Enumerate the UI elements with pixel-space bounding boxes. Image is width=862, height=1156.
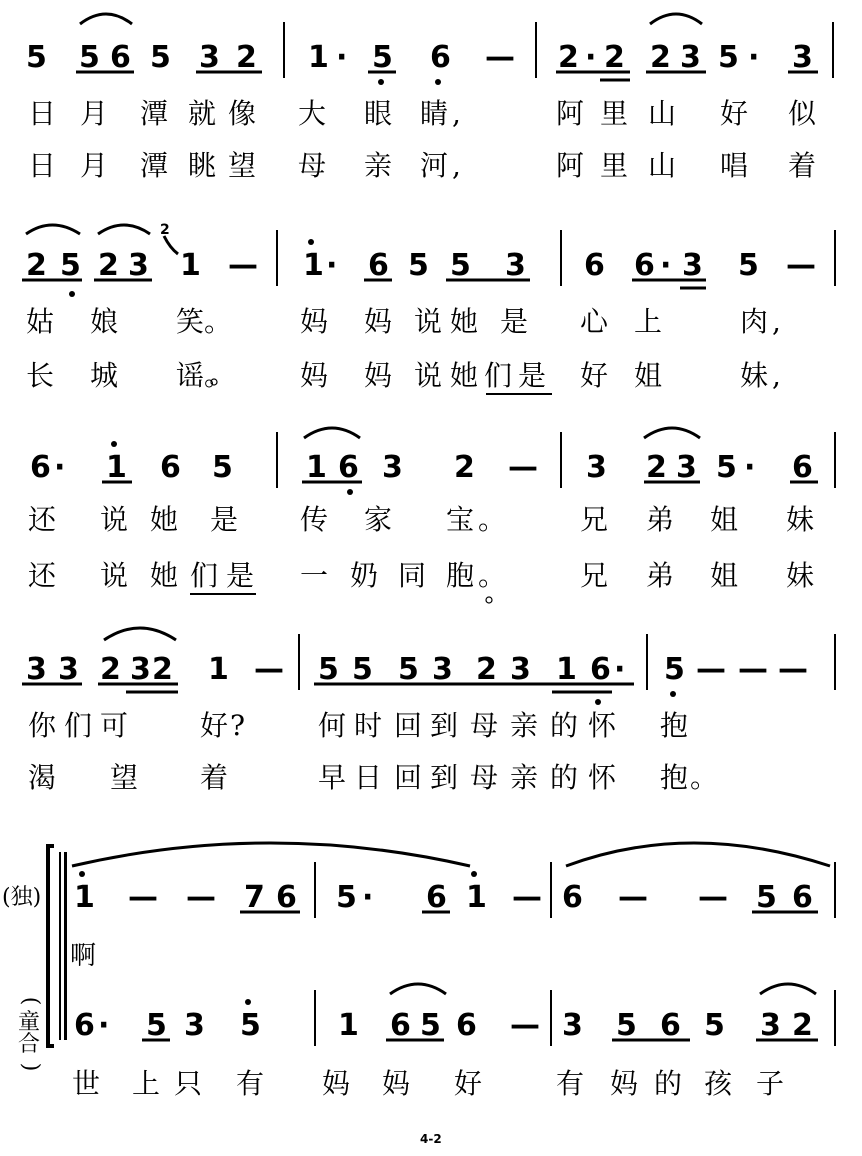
note: 5 [704, 1008, 725, 1043]
note: 2 [604, 40, 625, 75]
lyric: 回 [394, 709, 423, 742]
note: 6 [426, 880, 447, 915]
note: 6 [590, 652, 611, 687]
note: 2 [792, 1008, 813, 1043]
lyric: ? [230, 709, 246, 742]
note: 5 [60, 248, 81, 283]
slur [164, 236, 178, 254]
note: 5 [240, 1008, 261, 1043]
lyric: 说 [100, 503, 129, 536]
dot: · [660, 248, 672, 283]
note: 5 [146, 1008, 167, 1043]
note: 6 [660, 1008, 681, 1043]
note: 2 [650, 40, 671, 75]
note: 2 [100, 652, 121, 687]
slur [80, 14, 132, 24]
note: 3 [432, 652, 453, 687]
dot: · [326, 248, 338, 283]
note: 3 [128, 248, 149, 283]
dash: — [485, 40, 515, 75]
lyric: 山 [648, 97, 677, 130]
note: 3 [562, 1008, 583, 1043]
dot: · [362, 880, 374, 915]
note: 2 [454, 450, 475, 485]
lyric: 日 [354, 761, 383, 794]
lyric: 弟 [646, 503, 675, 536]
lyric: 上 [132, 1067, 161, 1100]
octave-dot [347, 489, 353, 495]
lyric: 胞 [446, 559, 475, 592]
note: 6 [74, 1008, 95, 1043]
lyric: , [772, 305, 781, 338]
lyric: 妈 [300, 305, 329, 338]
lyric: 心 [580, 305, 609, 338]
dash: — [786, 248, 816, 283]
note: 6 [562, 880, 583, 915]
lyric: 说 [414, 359, 443, 392]
lyric: 世 [72, 1067, 101, 1100]
dash: — [128, 880, 158, 915]
lyric: 母 [298, 149, 327, 182]
lyric: 奶 [350, 559, 379, 592]
slur [650, 14, 702, 24]
lyric: 回 [394, 761, 423, 794]
lyric: 笑 [176, 305, 205, 338]
lyric: 同 [398, 559, 427, 592]
lyric: , [452, 97, 461, 130]
lyric: 。 [478, 559, 507, 592]
note: 3 [26, 652, 47, 687]
lyric: 亲 [510, 709, 539, 742]
note: 1 [556, 652, 577, 687]
lyric: 母 [470, 709, 499, 742]
dot: · [54, 450, 66, 485]
note: 6 [390, 1008, 411, 1043]
lyric: 抱 [660, 761, 689, 794]
lyric: 抱 [660, 709, 689, 742]
page-number: 4-2 [420, 1132, 442, 1146]
octave-dot [378, 79, 384, 85]
slur [566, 843, 830, 866]
grace-note: 2 [160, 222, 170, 238]
note: 3 [199, 40, 220, 75]
note: 2 [98, 248, 119, 283]
left-bracket [48, 846, 54, 1046]
lyric: 妈 [364, 305, 393, 338]
dot: · [744, 450, 756, 485]
lyric: 望 [110, 761, 139, 794]
octave-dot [308, 239, 314, 245]
note: 5 [336, 880, 357, 915]
lyric: 妈 [322, 1067, 351, 1100]
lyric: 好 [580, 359, 609, 392]
note: 5 [664, 652, 685, 687]
lyric: 你 [28, 709, 57, 742]
note: 6 [110, 40, 131, 75]
lyric: 似 [788, 97, 817, 130]
note: 5 [398, 652, 419, 687]
note: 5 [716, 450, 737, 485]
lyric: 们 [190, 559, 219, 592]
lyric: 妈 [382, 1067, 411, 1100]
note: 1 [306, 450, 327, 485]
note: 1 [208, 652, 229, 687]
lyric: 妈 [610, 1067, 639, 1100]
lyric: 好 [720, 97, 749, 130]
lyric: 传 [300, 503, 329, 536]
lyric: 姐 [710, 503, 739, 536]
lyric: 着 [200, 761, 229, 794]
note: 6 [160, 450, 181, 485]
lyric: 里 [600, 149, 629, 182]
lyric: 她 [150, 559, 179, 592]
lyric: 家 [364, 503, 393, 536]
note: 6 [634, 248, 655, 283]
lyric: 娘 [90, 305, 119, 338]
note: 3 [505, 248, 526, 283]
note: 3 [510, 652, 531, 687]
lyric: 是 [226, 559, 255, 592]
octave-dot [245, 999, 251, 1005]
note: 1 [303, 248, 324, 283]
octave-dot [79, 871, 85, 877]
note: 5 [318, 652, 339, 687]
note: 1 [74, 880, 95, 915]
lyric: 怀 [588, 761, 617, 794]
note: 5 [718, 40, 739, 75]
dash: — [738, 652, 768, 687]
note: 3 [760, 1008, 781, 1043]
lyric: 唱 [720, 149, 749, 182]
lyric: 。 [478, 503, 507, 536]
lyric: 到 [430, 709, 459, 742]
note: 5 [616, 1008, 637, 1043]
lyric: 潭 [140, 149, 169, 182]
lyric: 妈 [300, 359, 329, 392]
slur [98, 225, 150, 234]
slur [760, 984, 816, 994]
lyric: 兄 [580, 503, 609, 536]
note: 5 [408, 248, 429, 283]
note: 2 [476, 652, 497, 687]
lyric: 姐 [710, 559, 739, 592]
note: 2 [558, 40, 579, 75]
lyric: 妹 [786, 559, 815, 592]
slur [26, 225, 80, 234]
lyric: 妈 [364, 359, 393, 392]
dash: — [186, 880, 216, 915]
octave-dot [471, 871, 477, 877]
lyric: 说 [414, 305, 443, 338]
note: 7 [244, 880, 265, 915]
chorus-label: ( 童 合 ) [18, 996, 43, 1072]
note: 5 [26, 40, 47, 75]
slur [644, 428, 700, 438]
note: 3 [130, 652, 151, 687]
note: 1 [308, 40, 329, 75]
lyric: 还 [28, 559, 57, 592]
lyric: 怀 [588, 709, 617, 742]
slur [304, 428, 360, 438]
dash: — [510, 1008, 540, 1043]
lyric: 眼 [364, 97, 393, 130]
lyric: 是 [210, 503, 239, 536]
lyric: 上 [634, 305, 663, 338]
note: 5 [372, 40, 393, 75]
lyric: 大 [298, 97, 327, 130]
lyric: 妹 [786, 503, 815, 536]
note: 5 [420, 1008, 441, 1043]
note: 2 [26, 248, 47, 283]
note: 6 [430, 40, 451, 75]
lyric: 就 [188, 97, 217, 130]
lyric: 们 [64, 709, 93, 742]
lyric: 好 [454, 1067, 483, 1100]
note: 3 [682, 248, 703, 283]
lyric: 的 [550, 709, 579, 742]
note: 2 [236, 40, 257, 75]
lyric: 有 [556, 1067, 585, 1100]
note: 5 [756, 880, 777, 915]
lyric: 阿 [556, 97, 585, 130]
lyric: 一 [300, 559, 329, 592]
lyric: 渴 [28, 761, 57, 794]
dash: — [512, 880, 542, 915]
lyric: 山 [648, 149, 677, 182]
note: 1 [180, 248, 201, 283]
lyric: 河 [420, 149, 449, 182]
lyric: 。 [204, 305, 233, 338]
note: 6 [584, 248, 605, 283]
slur [72, 843, 470, 866]
dot: · [336, 40, 348, 75]
note: 6 [368, 248, 389, 283]
dash: — [618, 880, 648, 915]
dash: — [254, 652, 284, 687]
lyric: 宝 [446, 503, 475, 536]
lyric: 长 [26, 359, 55, 392]
note: 5 [738, 248, 759, 283]
lyric: 们 [484, 359, 513, 392]
lyric: 时 [354, 709, 383, 742]
octave-dot [111, 441, 117, 447]
note: 3 [676, 450, 697, 485]
lyric: 亲 [364, 149, 393, 182]
note: 5 [352, 652, 373, 687]
lyric: 的 [550, 761, 579, 794]
octave-dot [595, 699, 601, 705]
note: 3 [58, 652, 79, 687]
lyric: 姐 [634, 359, 663, 392]
dash: — [696, 652, 726, 687]
lyric: 母 [470, 761, 499, 794]
lyric: 子 [756, 1067, 785, 1100]
lyric: 的 [654, 1067, 683, 1100]
note: 6 [276, 880, 297, 915]
lyric: 。 [204, 359, 233, 392]
lyric: 只 [174, 1067, 203, 1100]
lyric: , [772, 359, 781, 392]
note: 2 [152, 652, 173, 687]
lyric: 有 [236, 1067, 265, 1100]
period-mark [486, 597, 492, 603]
note: 6 [792, 880, 813, 915]
lyric: 啊 [70, 941, 97, 971]
lyric: 日 [28, 149, 57, 182]
solo-label: (独) [2, 885, 42, 910]
lyric: 潭 [140, 97, 169, 130]
dot: · [748, 40, 760, 75]
lyric: 孩 [704, 1067, 733, 1100]
note: 3 [680, 40, 701, 75]
note: 6 [30, 450, 51, 485]
slur [390, 984, 446, 994]
lyric: 谣 [176, 359, 205, 392]
lyric: 到 [430, 761, 459, 794]
lyric: 妹 [740, 359, 769, 392]
lyric: 她 [150, 503, 179, 536]
lyric: 可 [100, 709, 129, 742]
note: 3 [184, 1008, 205, 1043]
lyric: 。 [690, 761, 719, 794]
note: 1 [338, 1008, 359, 1043]
dash: — [508, 450, 538, 485]
octave-dot [670, 691, 676, 697]
dot: · [585, 40, 597, 75]
dot: · [614, 652, 626, 687]
lyric: 弟 [646, 559, 675, 592]
octave-dot [435, 79, 441, 85]
lyric: 姑 [26, 305, 55, 338]
note: 1 [106, 450, 127, 485]
note: 3 [382, 450, 403, 485]
lyric: 还 [28, 503, 57, 536]
note: 3 [586, 450, 607, 485]
lyric: 里 [600, 97, 629, 130]
lyric: 着 [788, 149, 817, 182]
lyric: 月 [80, 149, 109, 182]
lyric: 城 [90, 359, 119, 392]
score-summary: 5 5 6 5 3 2 │ 1· 5 6 — │ 2·2 2 3 5· 3日月潭就像大眼睛，阿里山好似日月潭眺望母亲河，阿里山唱着 2 5 2 3 ²1 — │ i· 6 5 5 3 │ 6 6·3 5 —姑娘笑。妈妈说她是心上肉，长城谣。妈妈说她们是好姐妹， 6· i 6 5 │ 1 6 3 2 — │ 3 2 3 5· 6还说她是传家宝。兄弟姐妹还说她们是一奶同胞。兄弟姐妹 3 3 2 32 1 — │ 5 5 5 3 2 3 1 6· │ 5 — — —你们可好？何时回到母亲的怀抱渴望着早日回到母亲的怀抱。 (独)(童合) i — — 7 6 │ 5· 6 i — │ 6 — — 5 6啊 6· 5 3 5 │ i 6 5 6 — │ 3 5 6 5 3 2世上只有妈妈好有妈的孩子 [0, 1150, 233, 1151]
note: 1 [466, 880, 487, 915]
note: 6 [456, 1008, 477, 1043]
lyric: 是 [518, 359, 547, 392]
dash: — [698, 880, 728, 915]
lyric: 望 [228, 149, 257, 182]
lyric: 兄 [580, 559, 609, 592]
note: 5 [450, 248, 471, 283]
octave-dot [69, 291, 75, 297]
lyric: 早 [318, 761, 347, 794]
period-mark [211, 379, 217, 385]
note: 5 [79, 40, 100, 75]
lyric: 眺 [188, 149, 217, 182]
slur [104, 628, 176, 640]
note: 5 [150, 40, 171, 75]
lyric: 她 [450, 359, 479, 392]
lyric: 她 [450, 305, 479, 338]
note: 6 [338, 450, 359, 485]
lyric: 说 [100, 559, 129, 592]
dot: · [98, 1008, 110, 1043]
lyric: 好 [200, 709, 229, 742]
lyric: , [452, 149, 461, 182]
dash: — [778, 652, 808, 687]
lyric: 日 [28, 97, 57, 130]
dash: — [228, 248, 258, 283]
lyric: 月 [80, 97, 109, 130]
lyric: 肉 [740, 305, 769, 338]
lyric: 睛 [420, 97, 449, 130]
note: 2 [646, 450, 667, 485]
note: 3 [792, 40, 813, 75]
note: 6 [792, 450, 813, 485]
lyric: 是 [500, 305, 529, 338]
lyric: 何 [318, 709, 347, 742]
lyric: 阿 [556, 149, 585, 182]
note: 5 [212, 450, 233, 485]
lyric: 像 [228, 97, 257, 130]
lyric: 亲 [510, 761, 539, 794]
